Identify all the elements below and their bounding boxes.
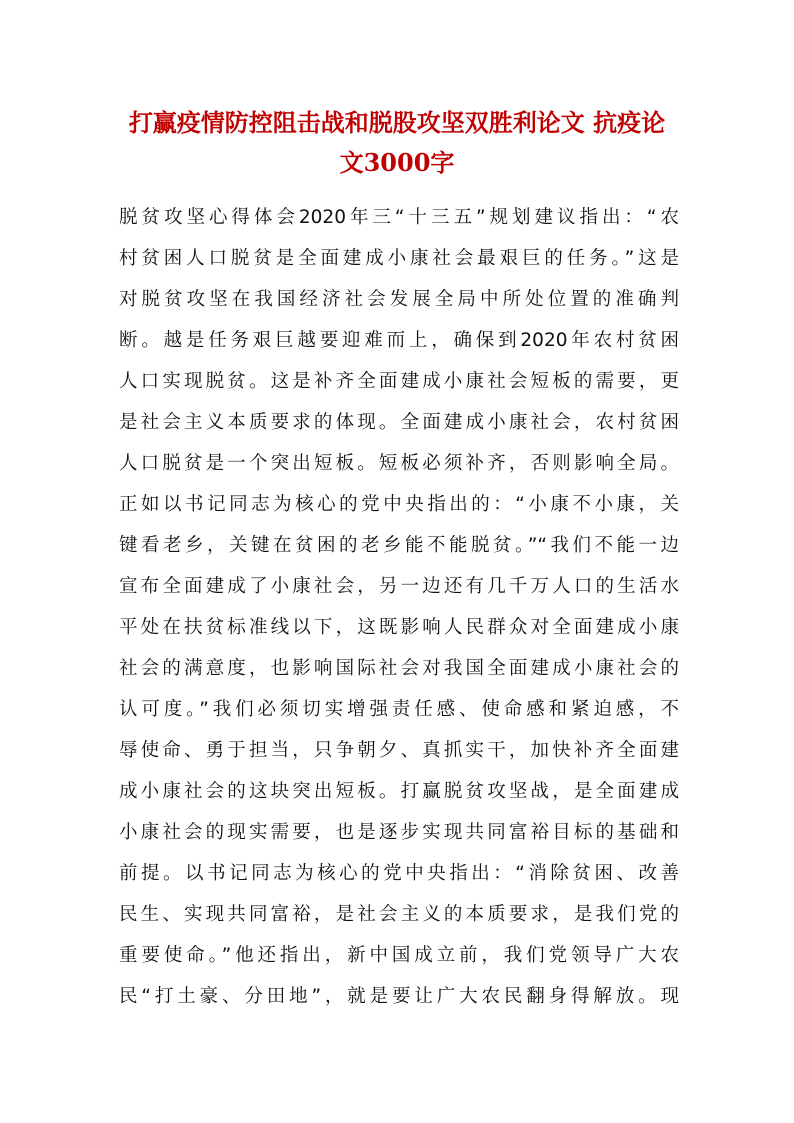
document-title-line-2: 文3000字 — [339, 148, 455, 177]
body-line: 人口实现脱贫。这是补齐全面建成小康社会短板的需要，更 — [119, 371, 679, 392]
body-line: 民“打土豪、分田地”，就是要让广大农民翻身得解放。现 — [119, 986, 679, 1007]
body-line: 小康社会的现实需要，也是逐步实现共同富裕目标的基础和 — [119, 822, 679, 843]
body-line: 是社会主义本质要求的体现。全面建成小康社会，农村贫困 — [119, 412, 679, 433]
body-line: 键看老乡，关键在贫困的老乡能不能脱贫。”“我们不能一边 — [119, 535, 679, 556]
body-line: 平处在扶贫标准线以下，这既影响人民群众对全面建成小康 — [119, 617, 679, 638]
body-line: 断。越是任务艰巨越要迎难而上，确保到2020年农村贫困 — [119, 330, 679, 351]
body-line: 成小康社会的这块突出短板。打赢脱贫攻坚战，是全面建成 — [119, 781, 679, 802]
body-line: 村贫困人口脱贫是全面建成小康社会最艰巨的任务。”这是 — [119, 248, 679, 269]
body-line: 对脱贫攻坚在我国经济社会发展全局中所处位置的准确判 — [119, 289, 679, 310]
body-line: 重要使命。”他还指出，新中国成立前，我们党领导广大农 — [119, 945, 679, 966]
body-line: 脱贫攻坚心得体会2020年三“十三五”规划建议指出：“农 — [119, 207, 679, 228]
body-line: 前提。以书记同志为核心的党中央指出：“消除贫困、改善 — [119, 863, 679, 884]
body-line: 人口脱贫是一个突出短板。短板必须补齐，否则影响全局。 — [119, 453, 679, 474]
body-line: 正如以书记同志为核心的党中央指出的：“小康不小康，关 — [119, 494, 679, 515]
body-line: 社会的满意度，也影响国际社会对我国全面建成小康社会的 — [119, 658, 679, 679]
body-line: 辱使命、勇于担当，只争朝夕、真抓实干，加快补齐全面建 — [119, 740, 679, 761]
body-line: 宣布全面建成了小康社会，另一边还有几千万人口的生活水 — [119, 576, 679, 597]
body-line: 认可度。”我们必须切实增强责任感、使命感和紧迫感，不 — [119, 699, 679, 720]
document-title-line-1: 打赢疫情防控阻击战和脱股攻坚双胜利论文 抗疫论 — [128, 108, 666, 137]
body-line: 民生、实现共同富裕，是社会主义的本质要求，是我们党的 — [119, 904, 679, 925]
